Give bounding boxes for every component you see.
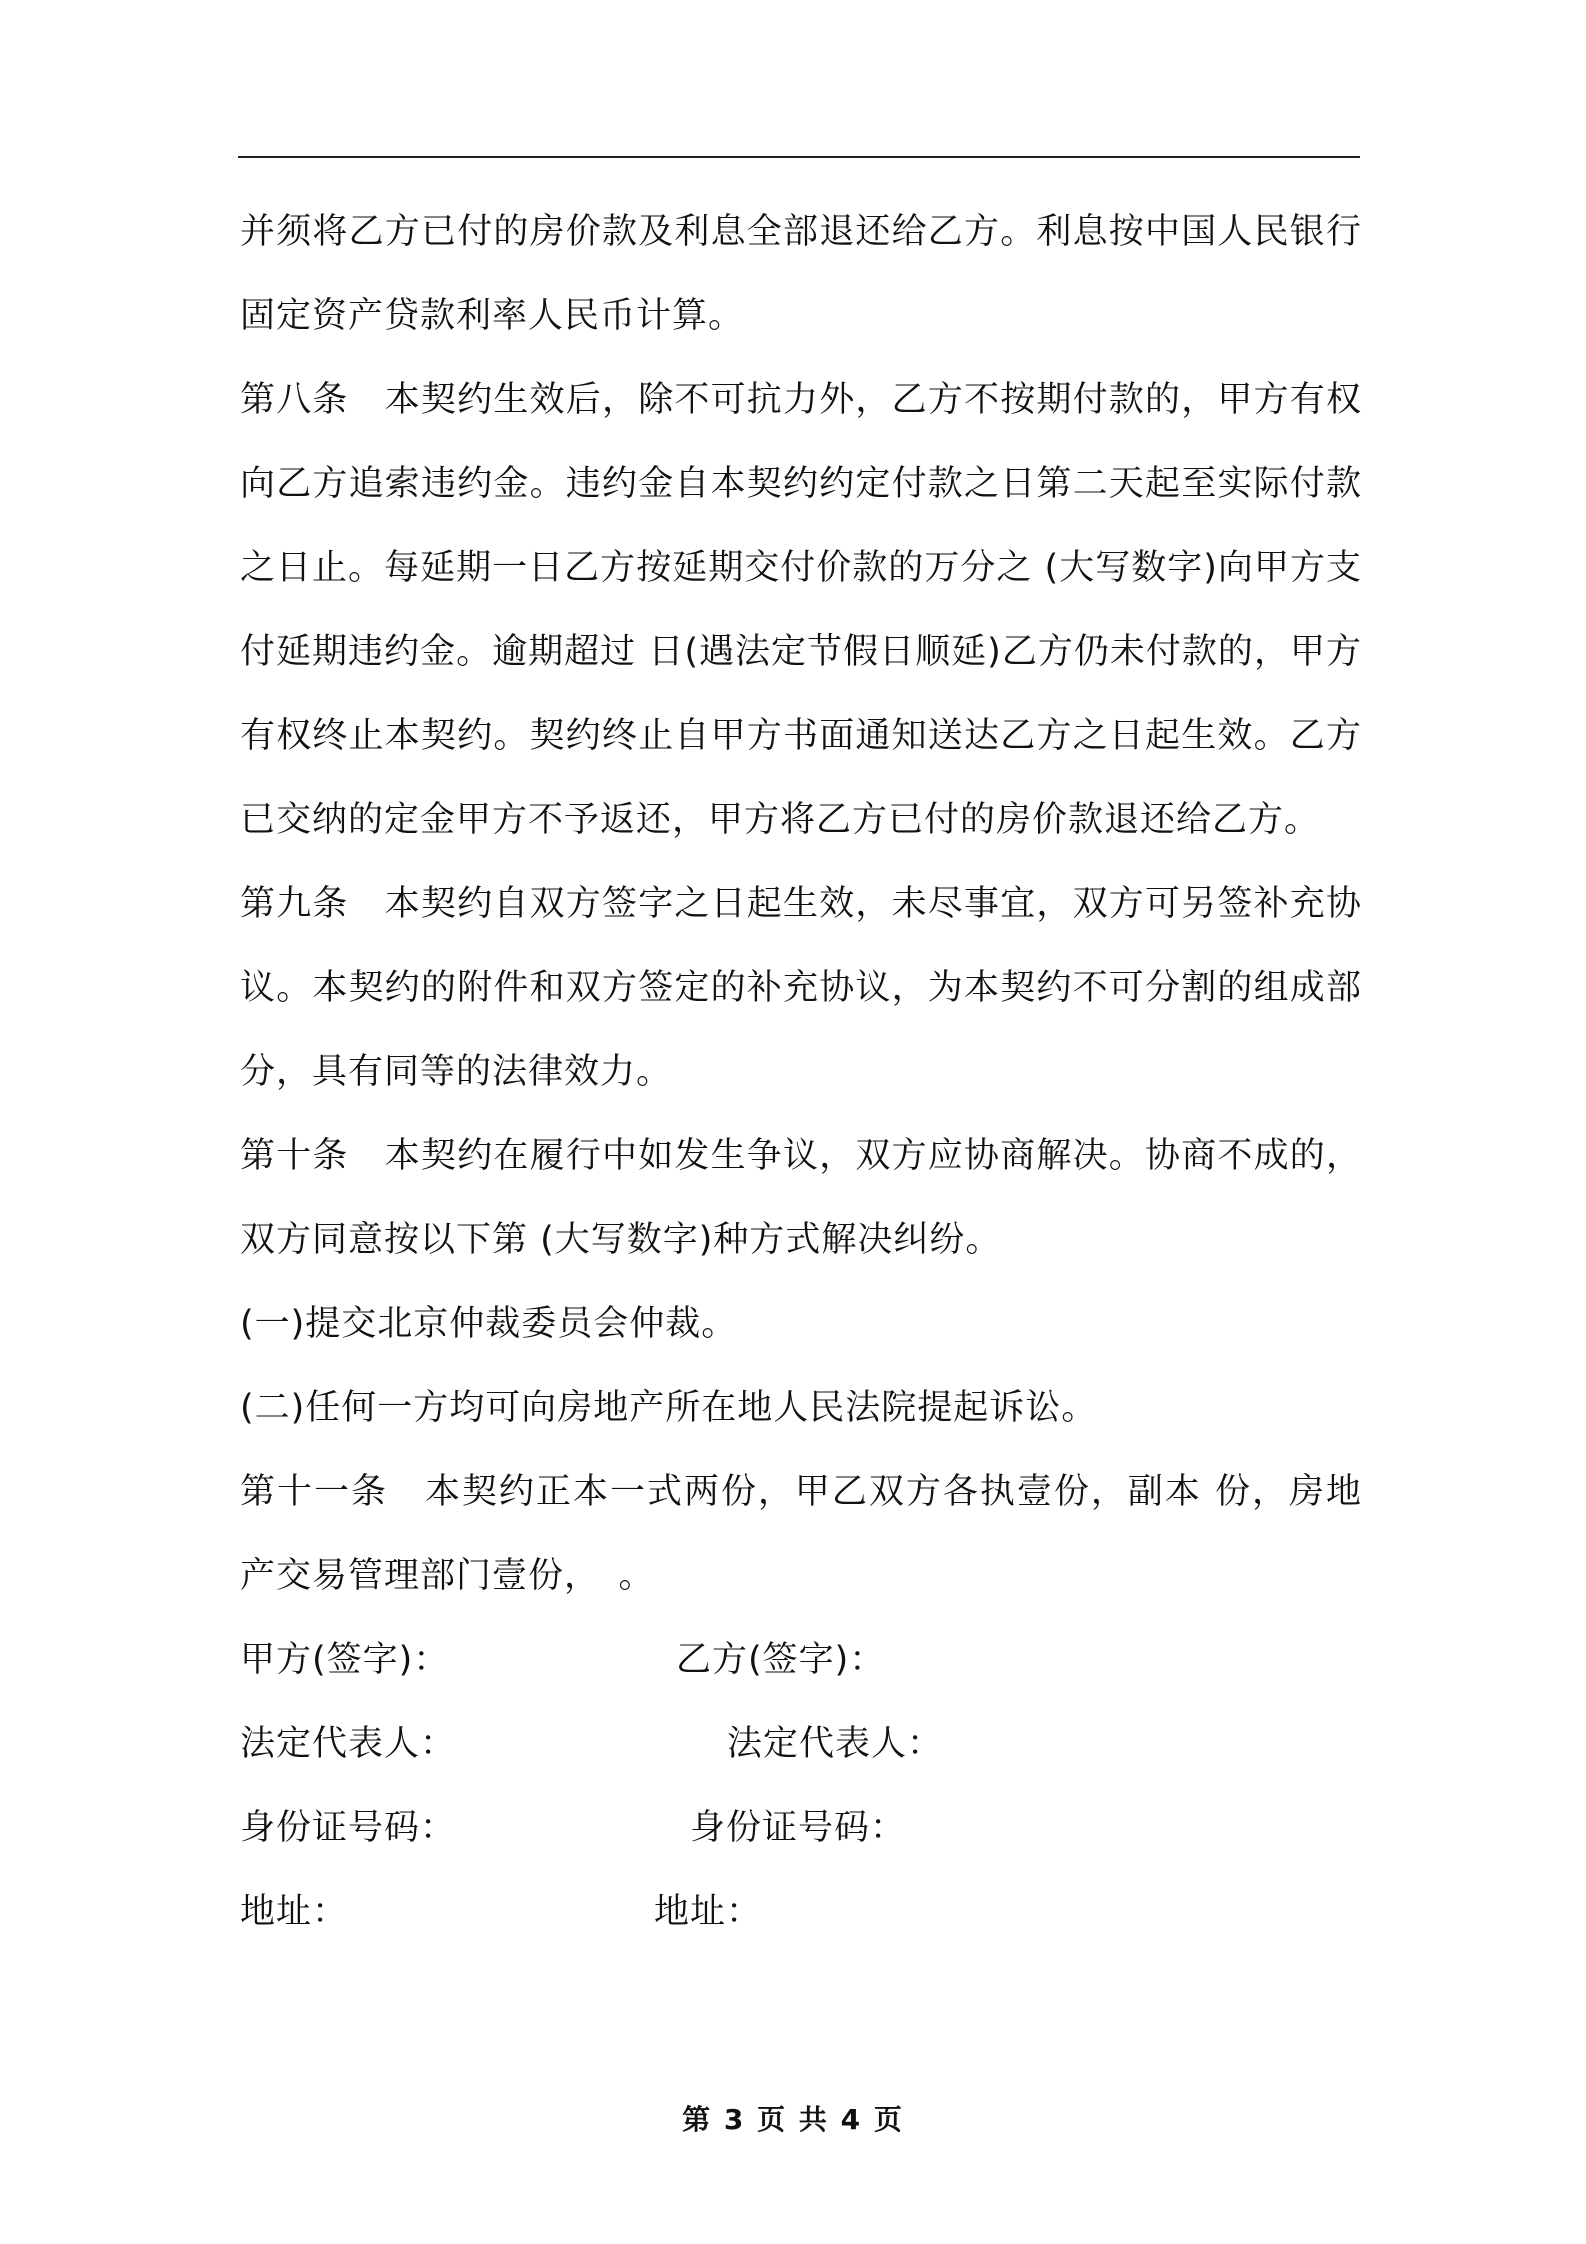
page-number: 第 3 页 共 4 页 <box>682 2103 904 2136</box>
party-b-sign-label: 乙方(签字)： <box>676 1640 886 1680</box>
signature-row-address <box>240 1870 1362 1954</box>
header-rule <box>238 156 1360 158</box>
party-a-sign-label: 甲方(签字)： <box>240 1640 450 1680</box>
party-b-rep-label: 法定代表人： <box>727 1724 944 1764</box>
paragraph-option-1: (一)提交北京仲裁委员会仲裁。 <box>240 1304 738 1344</box>
paragraph-article-11: 第十一条 本契约正本一式两份，甲乙双方各执壹份，副本 份，房地产交易管理部门壹份， 。 <box>240 1472 1362 1596</box>
party-b-address-label: 地址： <box>654 1892 763 1932</box>
party-a-rep-label: 法定代表人： <box>240 1724 457 1764</box>
paragraph-article-8: 第八条 本契约生效后，除不可抗力外，乙方不按期付款的，甲方有权向乙方追索违约金。违约金自本契约约定付款之日第二天起至实际付款之日止。每延期一日乙方按延期交付价款的万分之 (大写数字)向甲方支付延期违约金。逾期超过 日(遇法定节假日顺延)乙方仍未付款的，甲方有权终止本契约。契约终止自甲方书面通知送达乙方之日起生效。乙方已交纳的定金甲方不予返还，甲方将乙方已付的房价款退还给乙方。 <box>240 380 1362 840</box>
signature-row-representative <box>240 1702 1362 1786</box>
paragraph-option-2: (二)任何一方均可向房地产所在地人民法院提起诉讼。 <box>240 1388 1098 1428</box>
signature-row-id <box>240 1786 1362 1870</box>
paragraph-article-9: 第九条 本契约自双方签字之日起生效，未尽事宜，双方可另签补充协议。本契约的附件和双方签定的补充协议，为本契约不可分割的组成部分，具有同等的法律效力。 <box>240 884 1362 1092</box>
party-a-address-label: 地址： <box>240 1892 349 1932</box>
paragraph-article-10: 第十条 本契约在履行中如发生争议，双方应协商解决。协商不成的，双方同意按以下第 (大写数字)种方式解决纠纷。 <box>240 1136 1362 1260</box>
signature-row-sign <box>240 1618 1362 1702</box>
paragraph-refund-interest: 并须将乙方已付的房价款及利息全部退还给乙方。利息按中国人民银行固定资产贷款利率人民币计算。 <box>240 212 1362 336</box>
party-b-id-label: 身份证号码： <box>690 1808 907 1848</box>
party-a-id-label: 身份证号码： <box>240 1808 457 1848</box>
document-body <box>240 190 1362 1954</box>
